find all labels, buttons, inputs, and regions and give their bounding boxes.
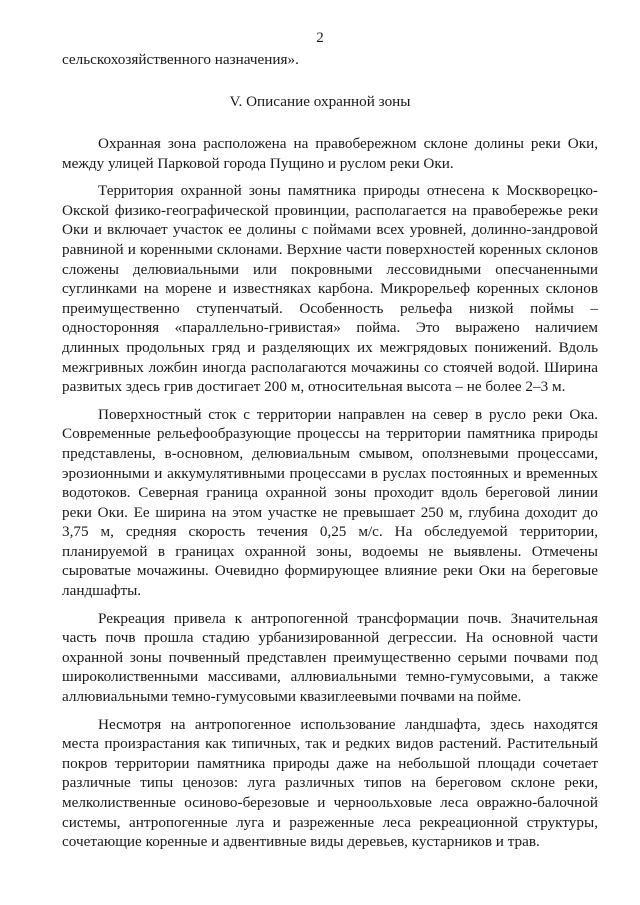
section-body bbox=[62, 134, 598, 860]
page-number: 2 bbox=[316, 30, 324, 46]
paragraph: Рекреация привела к антропогенной трансформации почв. Значительная часть почв прошла стадию урбанизированной дегрессии. На основной части охранной зоны почвенный представлен преимущественно серыми почвами под широколиственными массивами, аллювиальными темно-гумусовыми, а также аллювиальными темно-гумусовыми квазиглеевыми почвами на пойме. bbox=[62, 609, 598, 706]
paragraph: Поверхностный сток с территории направлен на север в русло реки Ока. Современные рельефообразующие процессы на территории памятника природы представлены, в-основном, делювиальным смывом, оползневыми процессами, эрозионными и аккумулятивными процессами в руслах постоянных и временных водотоков. Северная граница охранной зоны проходит вдоль береговой линии реки Оки. Ее ширина на этом участке не превышает 250 м, глубина доходит до 3,75 м, средняя скорость течения 0,25 м/с. На обследуемой территории, планируемой в границах охранной зоны, водоемы не выявлены. Отмечены сыроватые мочажины. Очевидно формирующее влияние реки Оки на береговые ландшафты. bbox=[62, 405, 598, 600]
section-title: V. Описание охранной зоны bbox=[229, 93, 411, 110]
paragraph: Несмотря на антропогенное использование ландшафта, здесь находятся места произрастания как типичных, так и редких видов растений. Растительный покров территории памятника природы даже на небольшой площади сочетает различные типы ценозов: луга различных типов на береговом склоне реки, мелколиственные осиново-березовые и черноольховые леса овражно-балочной системы, антропогенные луга и разреженные леса рекреационной структуры, сочетающие коренные и адвентивные виды деревьев, кустарников и трав. bbox=[62, 715, 598, 851]
paragraph: Охранная зона расположена на правобережном склоне долины реки Оки, между улицей Парковой города Пущино и руслом реки Оки. bbox=[62, 135, 598, 172]
continuation-text: сельскохозяйственного назначения». bbox=[62, 51, 299, 68]
paragraph: Территория охранной зоны памятника природы отнесена к Москворецко-Окской физико-географической провинции, располагается на правобережье реки Оки и включает участок ее долины с поймами всех уровней, долинно-зандровой равниной и коренными склонами. Верхние части поверхностей коренных склонов сложены делювиальными или покровными лессовидными опесчаненными суглинками на морене и известняках карбона. Микрорельеф коренных склонов преимущественно ступенчатый. Особенность рельефа низкой поймы – односторонняя «параллельно-гривистая» пойма. Это выражено наличием длинных продольных гряд и разделяющих их межгрядовых понижений. Вдоль межгривных ложбин иногда располагаются мочажины со стоячей водой. Ширина развитых здесь грив достигает 200 м, относительная высота – не более 2–3 м. bbox=[62, 182, 598, 396]
